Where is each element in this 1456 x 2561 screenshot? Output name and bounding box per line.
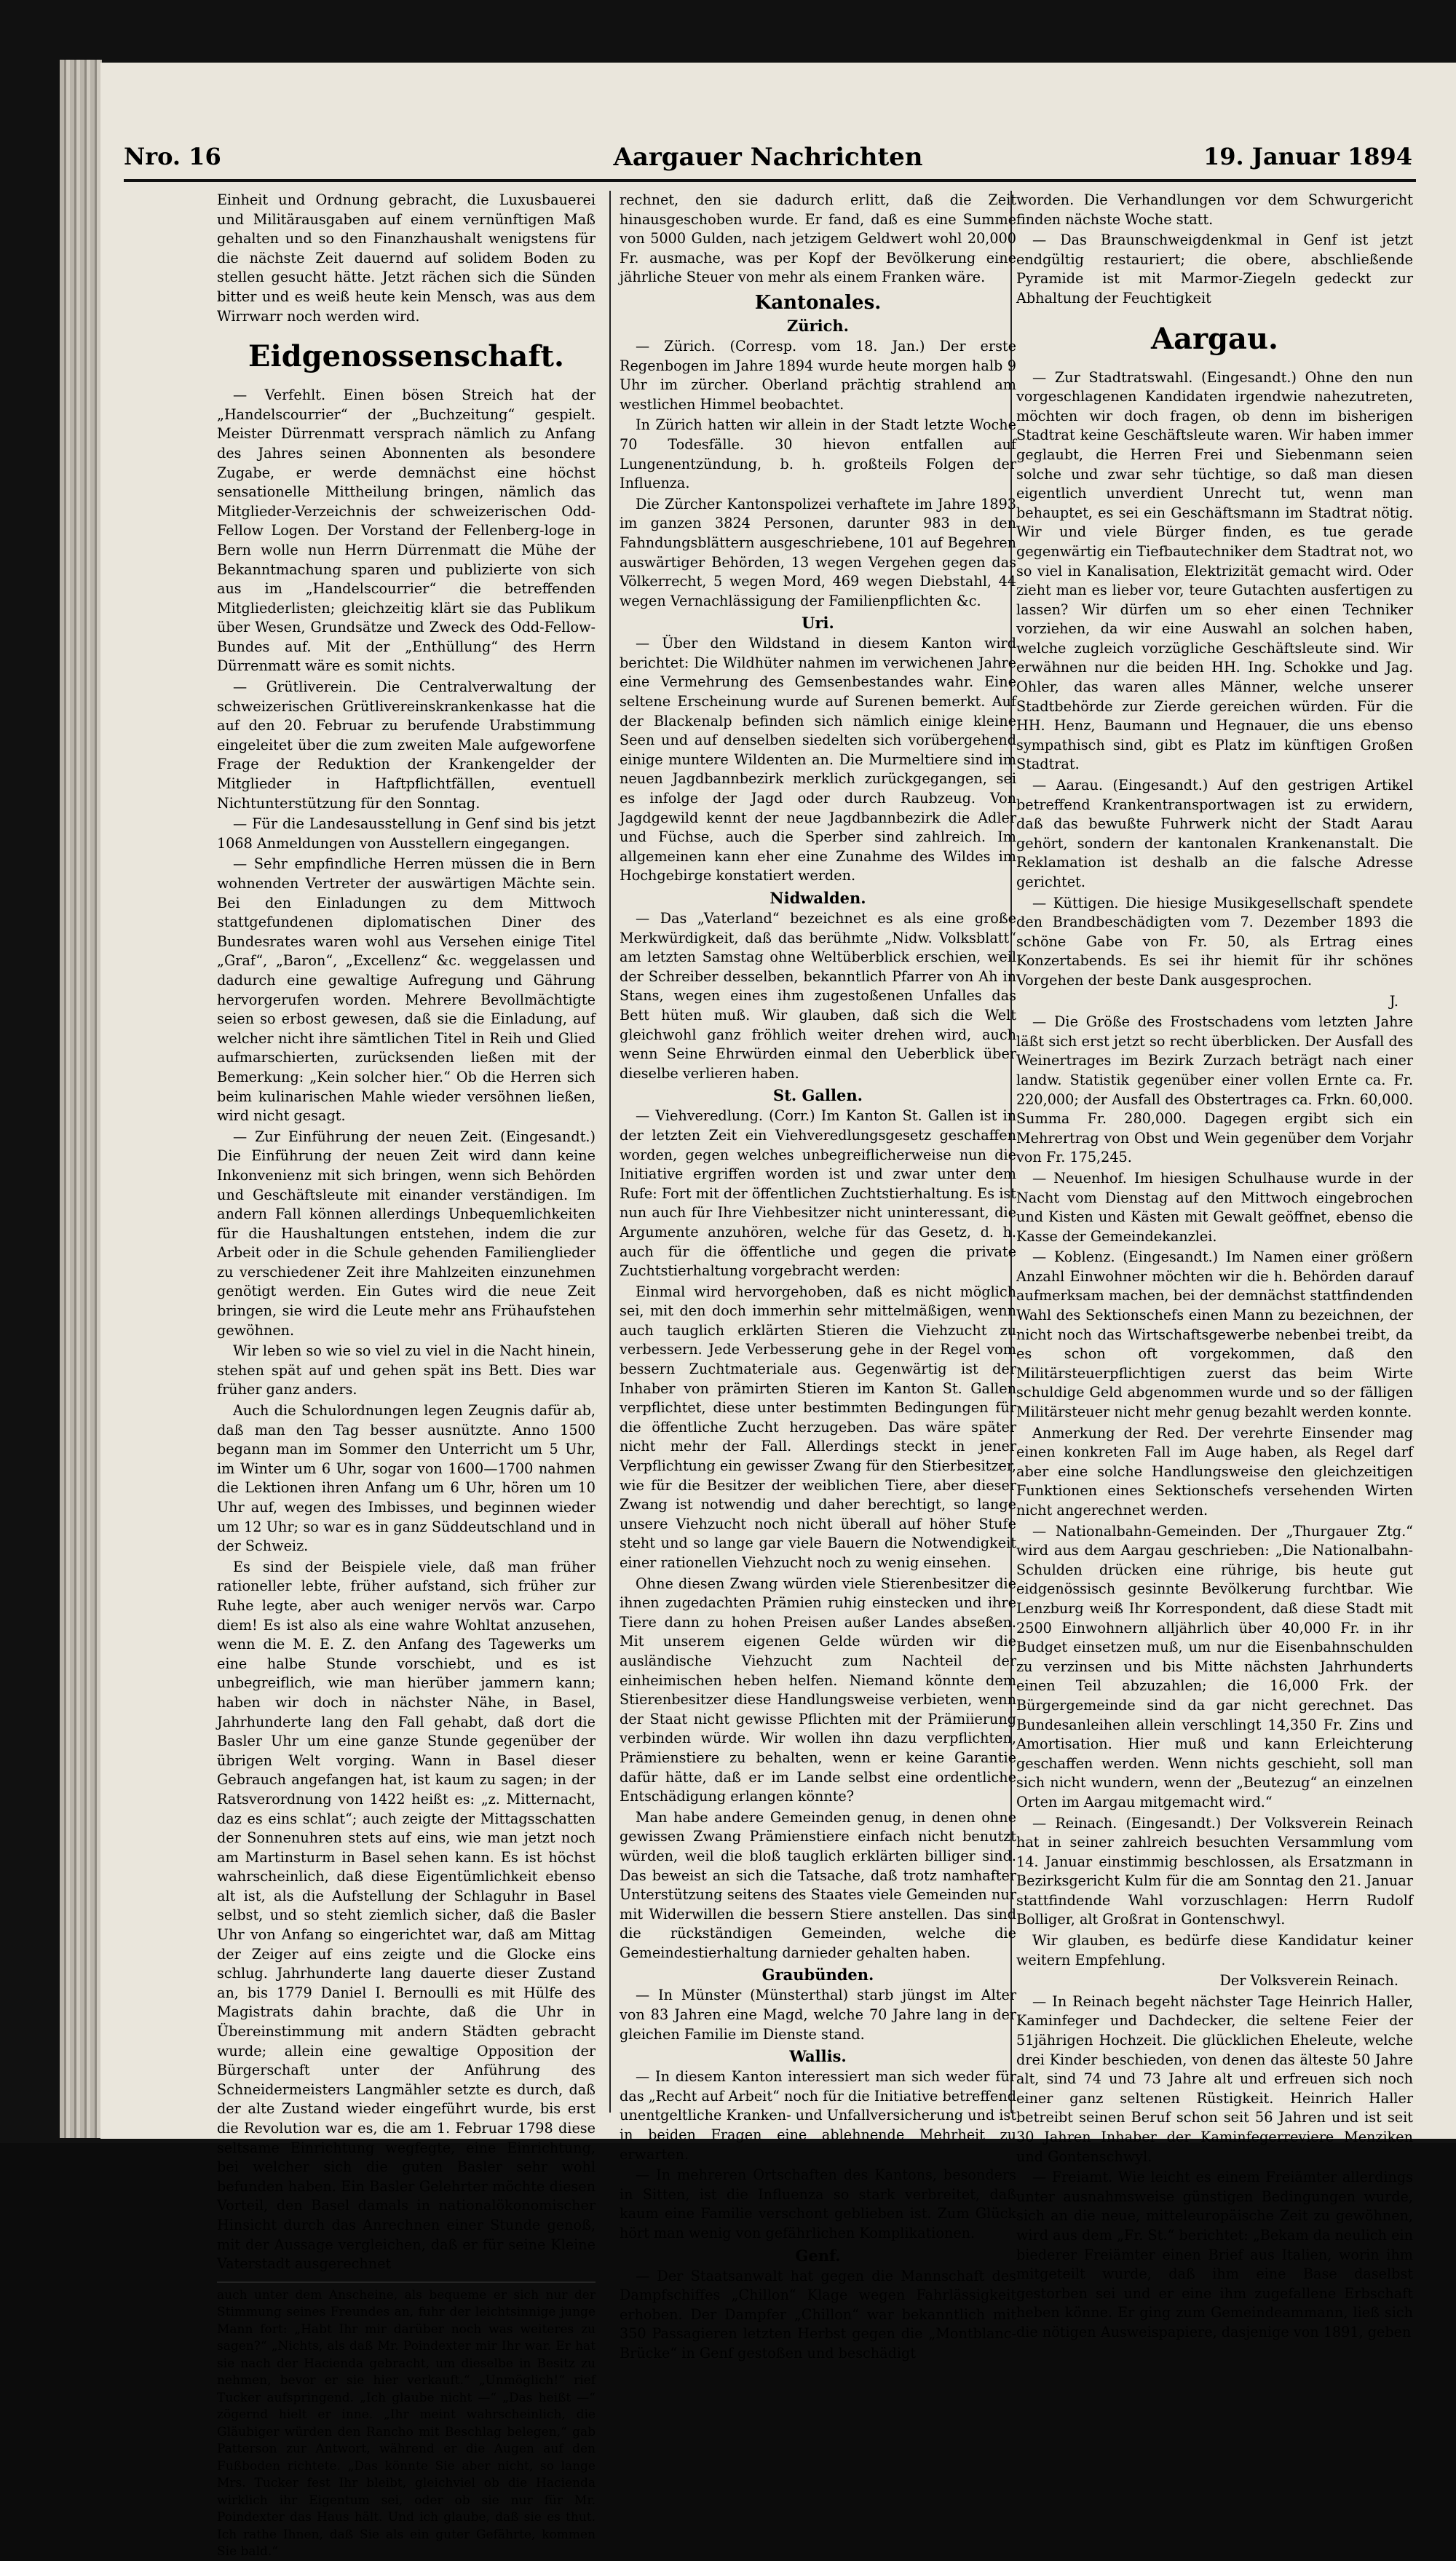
subsection-heading: Genf. xyxy=(795,2246,841,2265)
header-rule xyxy=(124,179,1416,182)
editor-note: Anmerkung der Red. Der verehrte Einsender mag einen konkreten Fall im Auge haben, als Regel darf aber eine solche Handlungsweise den gleichzeitigen Funktionen eines Sektionschefs versehenden Wirten nicht angerechnet werden. xyxy=(1016,1424,1413,1519)
article-signature: J. xyxy=(1389,992,1398,1010)
article-text: — In Münster (Münsterthal) starb jüngst im Alter von 83 Jahren eine Magd, welche 70 Jahre lang in der gleichen Familie im Dienste stand. xyxy=(620,1987,1016,2043)
page-stack-edges xyxy=(60,60,102,2138)
column-2 xyxy=(620,191,1016,2362)
article-text: Man habe andere Gemeinden genug, in denen ohne gewissen Zwang Prämienstiere einfach nicht benutzt würden, weil die bloß tauglich erklärten billiger sind. Das beweist an sich die Tatsache, daß trotz namhafter Unterstützung seitens des Staates viele Gemeinden nur mit Widerwillen die bessern Stiere anstellen. Das sind die rückständigen Gemeinden, welche die Gemeindestierhaltung darnieder gehalten haben. xyxy=(620,1808,1016,1961)
paper-title: Aargauer Nachrichten xyxy=(613,143,923,172)
column-rule-1 xyxy=(609,191,611,2113)
article-text: Es sind der Beispiele viele, daß man früher rationeller lebte, früher aufstand, sich früher zur Ruhe legte, aber auch weniger nervös war. Carpo diem! Es ist also als eine wahre Wohltat anzusehen, wenn die M. E. Z. den Anfang des Tagewerks um eine halbe Stunde vorschiebt, und es ist unbegreiflich, wie man hierüber jammern kann; haben wir doch in nächster Nähe, in Basel, Jahrhunderte lang den Fall gehabt, daß dort die Basler Uhr um eine ganze Stunde gegenüber der übrigen Welt vorging. Wann in Basel dieser Gebrauch angefangen hat, ist kaum zu sagen; in der Ratsverordnung von 1422 heißt es: „z. Mitternacht, daz es eins schlat“; auch zeigte der Mittagsschatten der Sonnenuhren stets auf eins, wie man jetzt noch am Martinsturm in Basel sehen kann. Es ist höchst wahrscheinlich, daß diese Eigentümlichkeit ebenso alt ist, als die Aufstellung der Schlaguhr in Basel selbst, und so steht ziemlich sicher, daß die Basler Uhr von Anfang so eingerichtet war, daß am Mittag der Zeiger auf eins zeigte und die Glocke eins schlug. Jahrhunderte lang dauerte dieser Zustand an, bis 1779 Daniel I. Bernoulli es mit Hülfe des Magistrats dahin brachte, daß die Uhr in Übereinstimmung mit andern Städten gebracht wurde; allein eine gewaltige Opposition der Bürgerschaft unter der Anführung des Schneidermeisters Langmähler setzte es durch, daß der alte Zustand wieder eingeführt wurde, bis erst die Revolution war es, die am 1. Februar 1798 diese seltsame Einrichtung wegfegte, eine Einrichtung, bei welcher sich die guten Basler sehr wohl befunden haben. Ein Basler Gelehrter möchte diesen Vorteil, den Basel damals in nationalökonomischer Hinsicht durch das Anrechnen einer Stunde genoß, mit der Aussage vergleichen, daß er für seine Kleine Vaterstadt ausgerechnet xyxy=(217,1558,596,2273)
article-text: — In mehreren Ortschaften des Kantons, besonders in Sitten, ist die Influenza so stark verbreitet, daß kaum eine Familie verschont geblieben ist. Zum Glück hört man wenig von gefährlichen Komplikationen. xyxy=(620,2166,1016,2241)
article-text: Einmal wird hervorgehoben, daß es nicht möglich sei, mit den doch immerhin sehr mittelmäßigen, wenn auch tauglich erklärten Stieren die Viehzucht zu verbessern. Jede Verbesserung gehe in der Regel vom bessern Zuchtmateriale aus. Gegenwärtig ist der Inhaber von prämirten Stieren im Kanton St. Gallen verpflichtet, diese unter bestimmten Bedingungen für die öffentliche Zucht herzugeben. Das wäre später nicht mehr der Fall. Allerdings steckt in jener Verpflichtung ein gewisser Zwang für den Stierbesitzer, wie für die Besitzer der weiblichen Tiere, aber dieser Zwang ist notwendig und daher berechtigt, so lange unsere Viehzucht noch nicht überall auf höher Stufe steht und so lange gar viele Bauern die Notwendigkeit einer rationellen Viehzucht noch zu wenig einsehen. xyxy=(620,1283,1016,1571)
article-text: — Verfehlt. Einen bösen Streich hat der „Handelscourrier“ der „Buchzeitung“ gespielt. Meister Dürrenmatt versprach nämlich zu Anfang des Jahres seinen Abonnenten als besondere Zugabe, er werde demnächst eine höchst sensationelle Mittheilung bringen, nämlich das Mitglieder-Verzeichnis der schweizerischen Odd-Fellow Logen. Der Vorstand der Fellenberg-loge in Bern wolle nun Herrn Dürrenmatt die Mühe der Bekanntmachung sparen und publizierte von sich aus im „Handelscourrier“ die betreffenden Mitgliederlisten; gleichzeitig klärt sie das Publikum über Wesen, Grundsätze und Zweck des Odd-Fellow-Bundes auf. Mit der „Enthüllung“ des Herrn Dürrenmatt wäre es somit nichts. xyxy=(217,387,596,675)
subsection-heading: Zürich. xyxy=(786,316,849,335)
article-text: In Zürich hatten wir allein in der Stadt letzte Woche 70 Todesfälle. 30 hievon entfallen auf Lungenentzündung, b. h. großteils Folgen der Influenza. xyxy=(620,416,1016,492)
article-text: — Zürich. (Corresp. vom 18. Jan.) Der erste Regenbogen im Jahre 1894 wurde heute morgen halb 9 Uhr im zürcher. Oberland prächtig strahlend am westlichen Himmel beobachtet. xyxy=(620,337,1016,413)
article-text: — Das Braunschweigdenkmal in Genf ist jetzt endgültig restauriert; die obere, abschließende Pyramide ist mit Marmor-Ziegeln gedeckt zur Abhaltung der Feuchtigkeit xyxy=(1016,231,1413,306)
article-text: — Reinach. (Eingesandt.) Der Volksverein Reinach hat in seiner zahlreich besuchten Versammlung vom 14. Januar einstimmig beschlossen, als Ersatzmann in Bezirksgericht Kulm für die am Sonntag den 21. Januar stattfindende Wahl vorzuschlagen: Herrn Rudolf Bolliger, alt Großrat in Gontenschwyl. xyxy=(1016,1814,1413,1928)
article-text: — Aarau. (Eingesandt.) Auf den gestrigen Artikel betreffend Krankentransportwagen ist zu erwidern, daß das bewußte Fuhrwerk nicht der Stadt Aarau gehört, sondern der kantonalen Krankenanstalt. Die Reklamation ist deshalb an die falsche Adresse gerichtet. xyxy=(1016,777,1413,890)
article-text: — In Reinach begeht nächster Tage Heinrich Haller, Kaminfeger und Dachdecker, die seltene Feier der 51jährigen Hochzeit. Die glücklichen Eheleute, welche drei Kinder beschieden, von denen das älteste 50 Jahre alt, sind 74 und 73 Jahre alt und erfreuen sich noch einer ganz seltenen Rüstigkeit. Heinrich Haller betreibt seinen Beruf schon seit 56 Jahren und ist seit 30 Jahren Inhaber der Kaminfegerreviere Menziken und Gontenschwyl. xyxy=(1016,1992,1413,2165)
article-text: — Über den Wildstand in diesem Kanton wird berichtet: Die Wildhüter nahmen im verwichenen Jahre eine Vermehrung des Gemsenbestandes wahr. Eine seltene Erscheinung wurde auf Surenen bemerkt. Auf der Blackenalp befinden sich nämlich einige kleine Seen und auf denselben siedelten sich vorübergehend einige muntere Wildenten an. Die Murmeltiere sind im neuen Jagdbannbezirk merklich zurückgegangen, sei es infolge der Jagd oder durch Raubzeug. Von Jagdgewild kennt der neue Jagdbannbezirk die Adler und Füchse, auch die Sperber sind zahlreich. Im allgemeinen kann eher eine Zunahme des Wildes im Hochgebirge konstatiert werden. xyxy=(620,635,1016,884)
article-text: — Die Größe des Frostschadens vom letzten Jahre läßt sich erst jetzt so recht überblicken. Der Ausfall des Weinertrages im Bezirk Zurzach beträgt nach einer landw. Statistik gegenüber einer vollen Ernte ca. Fr. 220,000; der Ausfall des Obstertrages ca. Frkn. 60,000. Summa Fr. 280,000. Dagegen ergibt sich ein Mehrertrag von Obst und Wein gegenüber dem Vorjahr von Fr. 175,245. xyxy=(1016,1013,1413,1166)
column-3 xyxy=(1016,191,1413,2340)
section-heading: Kantonales. xyxy=(754,291,882,314)
article-text: — Küttigen. Die hiesige Musikgesellschaft spendete den Brandbeschädigten vom 7. Dezember 1893 die schöne Gabe von Fr. 50, als Ertrag eines Konzertabends. Es sei ihr hiemit für ihr schönes Vorgehen der beste Dank ausgesprochen. xyxy=(1016,894,1413,989)
article-text: — Neuenhof. Im hiesigen Schulhause wurde in der Nacht vom Dienstag auf den Mittwoch eingebrochen und Kisten und Kästen mit Gewalt geöffnet, ebenso die Kasse der Gemeindekanzlei. xyxy=(1016,1169,1413,1245)
article-text: — Grütliverein. Die Centralverwaltung der schweizerischen Grütlivereinskrankenkasse hat die auf den 20. Februar zu berufende Urabstimmung eingeleitet über die zum zweiten Male aufgeworfene Frage der Reduktion der Krankengelder der Mitglieder in Haftpflichtfällen, eventuell Nichtunterstützung für den Sonntag. xyxy=(217,678,596,812)
article-text: — Koblenz. (Eingesandt.) Im Namen einer größern Anzahl Einwohner möchten wir die h. Behörden darauf aufmerksam machen, bei der demnächst stattfindenden Wahl des Sektionschefs einen Mann zu bezeichnen, der nicht noch das Wirtschaftsgewerbe nebenbei treibt, da es schon oft vorgekommen, daß den Militärsteuerpflichtigen zuerst das beim Wirte schuldige Geld abgenommen wurde und so der fälligen Militärsteuer nicht mehr genug bezahlt werden konnte. xyxy=(1016,1248,1413,1421)
article-text: Wir glauben, es bedürfe diese Kandidatur keiner weitern Empfehlung. xyxy=(1016,1932,1413,1968)
article-text: — Sehr empfindliche Herren müssen die in Bern wohnenden Vertreter der auswärtigen Mächte sein. Bei den Einladungen zu dem Mittwoch stattgefundenen diplomatischen Diner des Bundesrates waren wohl aus Versehen einige Titel „Graf“, „Baron“, „Excellenz“ &c. weggelassen und dadurch eine gewaltige Aufregung und Gährung hervorgerufen worden. Mehrere Bevollmächtigte seien so erbost gewesen, daß sie die Einladung, auf welcher nicht ihre sämtlichen Titel in Reih und Glied aufmarschierten, zurücksenden ließen mit der Bemerkung: „Kein solcher hier.“ Ob die Herren sich beim kulinarischen Mahle wieder versöhnen ließen, wird nicht gesagt. xyxy=(217,855,596,1125)
article-text: — In diesem Kanton interessiert man sich weder für das „Recht auf Arbeit“ noch für die Initiative betreffend unentgeltliche Kranken- und Unfallversicherung und ist in beiden Fragen eine ablehnende Mehrheit zu erwarten. xyxy=(620,2068,1016,2163)
subsection-heading: St. Gallen. xyxy=(773,1086,863,1105)
masthead xyxy=(124,77,1412,172)
article-text: — Für die Landesausstellung in Genf sind bis jetzt 1068 Anmeldungen von Ausstellern eingegangen. xyxy=(217,815,596,852)
article-text: Wir leben so wie so viel zu viel in die Nacht hinein, stehen spät auf und gehen spät ins Bett. Dies war früher ganz anders. xyxy=(217,1342,596,1398)
subsection-heading: Uri. xyxy=(802,614,834,633)
subsection-heading: Wallis. xyxy=(789,2047,847,2066)
article-text: rechnet, den sie dadurch erlitt, daß die Zeit hinausgeschoben wurde. Er fand, daß es eine Summe von 5000 Gulden, nach jetzigem Geldwert wohl 20,000 Fr. ausmache, was per Kopf der Bevölkerung eine jährliche Steuer von mehr als einem Franken wäre. xyxy=(620,191,1016,286)
section-heading: Aargau. xyxy=(1151,321,1278,356)
issue-number: Nro. 16 xyxy=(124,143,221,170)
article-text: — Freiamt. Wie leicht es einem Freiämter allerdings unter ausnahmsweise günstigen Bedingungen wurde, sich an die neue, mitteleuropäische Zeit zu gewöhnen, wird aus dem „Fr. St.“ berichtet: „Bekam da neulich ein biederer Freiämter einen Brief aus Italien, worin ihm mitgeteilt wurde, daß ihm eine Base daselbst gestorben sei und er eine ihm zugefallene Erbschaft heben könne. Er ging zum Gemeindeammann, ließ sich die nötigen Ausweispapiere, dasjenige von 1891, geben xyxy=(1016,2169,1413,2340)
article-text: — Nationalbahn-Gemeinden. Der „Thurgauer Ztg.“ wird aus dem Aargau geschrieben: „Die Nationalbahn-Schulden drücken eine rührige, bis heute gut eidgenössisch gesinnte Bevölkerung furchtbar. Wie Lenzburg weiß Ihr Korrespondent, daß diese Stadt mit 2500 Einwohnern alljährlich über 40,000 Fr. in ihr Budget einsetzen muß, um nur die Eisenbahnschulden zu verzinsen und bis Mitte nächsten Jahrhunderts einen Teil abzuzahlen; die 16,000 Frk. der Bürgergemeinde sind da gar nicht gerechnet. Das Bundesanleihen allein verschlingt 14,350 Fr. Zins und Amortisation. Hier muß und kann Erleichterung geschaffen werden. Wenn nichts geschieht, soll man sich nicht wundern, wenn der „Beutezug“ an einzelnen Orten im Aargau mitgemacht wird.“ xyxy=(1016,1522,1413,1810)
article-text: — Das „Vaterland“ bezeichnet es als eine große Merkwürdigkeit, daß das berühmte „Nidw. Volksblatt“ am letzten Samstag ohne Weltüberblick erschien, weil der Schreiber desselben, bekanntlich Pfarrer von Ah in Stans, wegen eines ihm zugestoßenen Unfalles das Bett hüten muß. Wir glauben, daß sich die Welt gleichwohl ganz fröhlich weiter drehen wird, auch wenn Seine Ehrwürden einmal den Ueberblick über dieselbe verlieren haben. xyxy=(620,910,1016,1082)
subsection-heading: Nidwalden. xyxy=(769,889,866,907)
article-text: Die Zürcher Kantonspolizei verhaftete im Jahre 1893 im ganzen 3824 Personen, darunter 983 in den Fahndungsblättern ausgeschriebene, 101 auf Begehren auswärtiger Behörden, 13 wegen Vergehen gegen das Völkerrecht, 5 wegen Mord, 469 wegen Diebstahl, 44 wegen Vernachlässigung der Familienpflichten &c. xyxy=(620,495,1016,609)
section-heading: Eidgenossenschaft. xyxy=(248,339,564,374)
column-1 xyxy=(217,191,596,2560)
article-signature: Der Volksverein Reinach. xyxy=(1219,1972,1398,1990)
article-text: — Zur Stadtratswahl. (Eingesandt.) Ohne den nun vorgeschlagenen Kandidaten irgendwie nahezutreten, möchten wir doch fragen, ob denn im bisherigen Stadtrat keine Geschäftsleute waren. Wir haben immer geglaubt, die Herren Frei und Siebenmann seien solche und zwar sehr tüchtige, so daß man diesen eigentlich unverdient Unrecht tut, wenn man behauptet, es sei ein Geschäftsmann im Stadtrat nötig. Wir und viele Bürger finden, es tue gerade gegenwärtig ein Tiefbautechniker dem Stadtrat not, wo so viel in Kanalisation, Elektrizität gemacht wird. Oder zieht man es lieber vor, teure Gutachten ausfertigen zu lassen? Wir dürfen um so eher einen Techniker vorziehen, da wir eine Auswahl an solchen haben, welche zugleich vorzügliche Geschäftsleute sind. Wir erwähnen nur die beiden HH. Ing. Schokke und Jag. Ohler, das waren alles Männer, welche unserer Stadtbehörde zur Zierde gereichen würden. Für die HH. Henz, Baumann und Hegnauer, die uns ebenso sympathisch sind, gibt es Platz im künftigen Großen Stadtrat. xyxy=(1016,368,1413,773)
issue-date: 19. Januar 1894 xyxy=(1203,143,1412,170)
article-text: — Zur Einführung der neuen Zeit. (Eingesandt.) Die Einführung der neuen Zeit wird dann keine Inkonvenienz mit sich bringen, wenn sich Behörden und Geschäftsleute mit einander verständigen. Im andern Fall können allerdings Unbequemlichkeiten für die Haushaltungen entstehen, indem die zur Arbeit oder in die Schule gehenden Familienglieder zu verschiedener Zeit ihre Mahlzeiten einzunehmen genötigt werden. Ein Gutes wird die neue Zeit bringen, sie wird die Leute mehr ans Frühaufstehen gewöhnen. xyxy=(217,1128,596,1339)
article-text: — Viehveredlung. (Corr.) Im Kanton St. Gallen ist in der letzten Zeit ein Viehveredlungsgesetz geschaffen worden, gegen welches unbegreiflicherweise nun die Initiative ergriffen worden ist und zwar unter dem Rufe: Fort mit der öffentlichen Zuchtstierhaltung. Es ist nun auch für Ihre Viehbesitzer nicht uninteressant, die Argumente anzuhören, welche für das Gesetz, d. h. auch für die öffentliche und gegen die private Zuchtstierhaltung vorgebracht werden: xyxy=(620,1107,1016,1280)
article-text: — Der Staatsanwalt hat gegen die Mannschaft des Dampfschiffes „Chillon“ Klage wegen Fahrlässigkeit erhoben. Der Dampfer „Chillon“ war bekanntlich mit 350 Passagieren letzten Herbst gegen die „Montblanc-Brücke“ in Genf gestoßen und beschädigt xyxy=(620,2267,1016,2362)
subsection-heading: Graubünden. xyxy=(761,1966,874,1984)
article-text: Einheit und Ordnung gebracht, die Luxusbauerei und Militärausgaben auf einem vernünftigen Maß gehalten und so den Finanzhaushalt wenigstens für die nächste Zeit dauernd auf solidem Boden zu stellen gesucht hätte. Jetzt rächen sich die Sünden bitter und es weiß heute kein Mensch, was aus dem Wirrwarr noch werden wird. xyxy=(217,191,596,325)
article-text: Ohne diesen Zwang würden viele Stierenbesitzer die ihnen zugedachten Prämien ruhig einstecken und ihre Tiere dann zu hohen Preisen außer Landes abseßen. Mit unserem eigenen Gelde würden wir die ausländische Viehzucht zum Nachteil der einheimischen heben helfen. Niemand könnte dem Stierenbesitzer diese Handlungsweise verbieten, wenn der Staat nicht gewisse Pflichten mit der Prämiierung verbinden würde. Wir wollen ihn dazu verpflichten, Prämienstiere zu behalten, wenn er keine Garantie dafür hätte, daß er im Lande selbst eine ordentliche Entschädigung erlangen könnte? xyxy=(620,1575,1016,1805)
feuilleton-text: auch unter dem Anscheine, als bequeme er sich nur der Stimmung seines Freundes an, fuhr der leichtsinnige junge Mann fort: „Habt Ihr mir darüber noch was weiteres zu sagen?“ „Nichts, als daß Mr. Poindexter mir Ihr war. Er hat sie nach der Hacienda gebracht, um dieselbe in Besitz zu nehmen, bevor er sie hier verkauft.“ „Unmöglich!“ rief Tucker aufspringend. „Ich glaube nicht —“ „Das heißt —“ zögernd hielt er inne. „Ihr meint wahrscheinlich, die Gläubiger würden den Rancho mit Beschlag belegen,“ gab Patterson zur Antwort, während er die Augen auf den Fußboden richtete. „Das könnte Sie aber nicht, so lange Mrs. Tucker fest Ihr bleibt, gleichviel ob die Hacienda wirklich ihr Eigentum sei, oder ob sie nur für Mr. Poindexter das Haus hält. Und ich glaube, daß sie es thut. Ich rathe Ihnen, daß Sie als ein guter Gefährte, kommen Sie bald.“ xyxy=(217,2281,596,2561)
article-text: Auch die Schulordnungen legen Zeugnis dafür ab, daß man den Tag besser ausnützte. Anno 1500 begann man im Sommer den Unterricht um 5 Uhr, im Winter um 6 Uhr, sogar von 1600—1700 nahmen die Lektionen ihren Anfang um 6 Uhr, hören um 10 Uhr auf, wegen des Imbisses, und beginnen wieder um 12 Uhr; so war es in ganz Süddeutschland und in der Schweiz. xyxy=(217,1402,596,1555)
article-text: worden. Die Verhandlungen vor dem Schwurgericht finden nächste Woche statt. xyxy=(1016,191,1413,228)
